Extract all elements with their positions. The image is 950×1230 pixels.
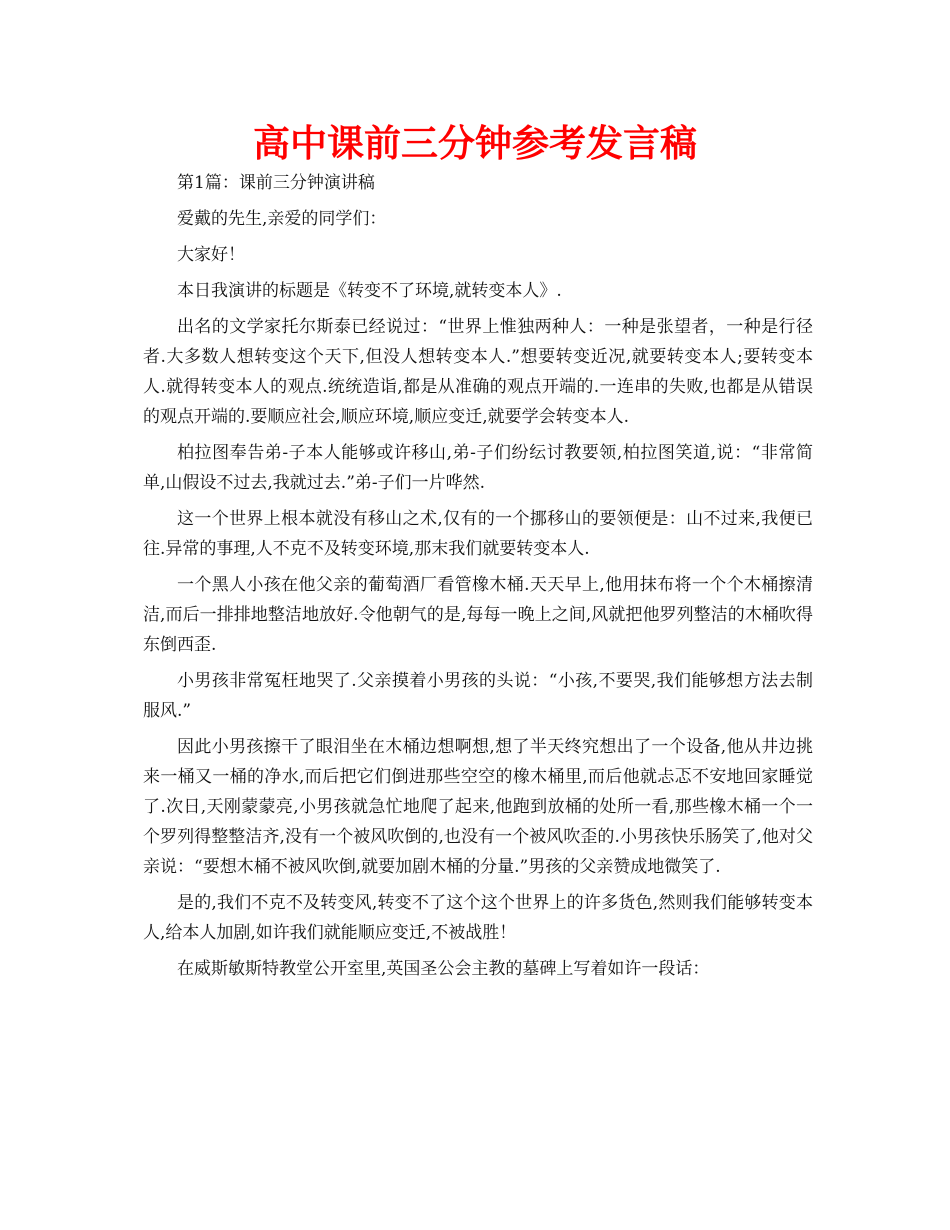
document-title: 高中课前三分钟参考发言稿 — [253, 122, 697, 165]
paragraph: 因此小男孩擦干了眼泪坐在木桶边想啊想,想了半天终究想出了一个设备,他从井边挑来一桶又一桶的净水,而后把它们倒进那些空空的橡木桶里,而后他就忐忑不安地回家睡觉了.次日,天刚蒙蒙亮,小男孩就急忙地爬了起来,他跑到放桶的处所一看,那些橡木桶一个一个罗列得整整洁齐,没有一个被风吹倒的,也没有一个被风吹歪的.小男孩快乐肠笑了,他对父亲说：“要想木桶不被风吹倒,就要加剧木桶的分量.”男孩的父亲赞成地微笑了. — [143, 737, 813, 877]
paragraph: 本日我演讲的标题是《转变不了环境,就转变本人》. — [177, 281, 562, 301]
paragraph: 是的,我们不克不及转变风,转变不了这个这个世界上的许多货色,然则我们能够转变本人,给本人加剧,如许我们就能顺应变迁,不被战胜！ — [143, 893, 813, 943]
paragraph-greeting: 爱戴的先生,亲爱的同学们： — [177, 209, 387, 229]
paragraph: 柏拉图奉告弟-子本人能够或许移山,弟-子们纷纭讨教要领,柏拉图笑道,说：“非常简单,山假设不过去,我就过去.”弟-子们一片哗然. — [143, 443, 813, 493]
paragraph: 出名的文学家托尔斯泰已经说过：“世界上惟独两种人：一种是张望者，一种是行径者.大多数人想转变这个天下,但没人想转变本人.”想要转变近况,就要转变本人;要转变本人.就得转变本人的观点.统统造诣,都是从准确的观点开端的.一连串的失败,也都是从错误的观点开端的.要顺应社会,顺应环境,顺应变迁,就要学会转变本人. — [143, 317, 813, 427]
paragraph: 这一个世界上根本就没有移山之术,仅有的一个挪移山的要领便是：山不过来,我便已往.异常的事理,人不克不及转变环境,那末我们就要转变本人. — [143, 509, 813, 559]
paragraph: 在威斯敏斯特教堂公开室里,英国圣公会主教的墓碑上写着如许一段话： — [177, 959, 710, 979]
paragraph-hello: 大家好！ — [177, 245, 245, 265]
paragraph: 一个黑人小孩在他父亲的葡萄酒厂看管橡木桶.天天早上,他用抹布将一个个木桶擦清洁,而后一排排地整洁地放好.令他朝气的是,每每一晚上之间,风就把他罗列整洁的木桶吹得东倒西歪. — [143, 575, 813, 655]
paragraph: 小男孩非常冤枉地哭了.父亲摸着小男孩的头说：“小孩,不要哭,我们能够想方法去制服风.” — [143, 671, 813, 721]
document-body — [143, 168, 813, 990]
paragraph-heading: 第1篇：课前三分钟演讲稿 — [177, 173, 375, 193]
